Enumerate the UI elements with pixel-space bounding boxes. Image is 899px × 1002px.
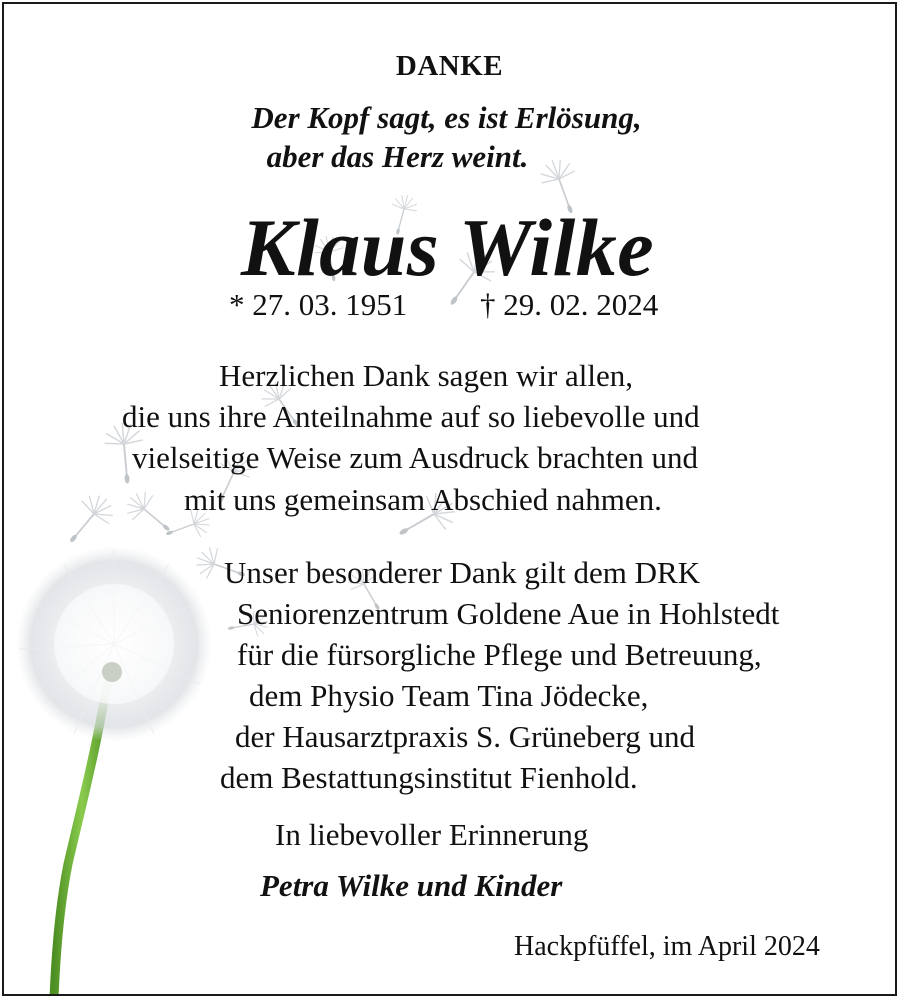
special-thanks-line-2: Seniorenzentrum Goldene Aue in Hohlstedt: [237, 596, 780, 631]
thanks-line-4: mit uns gemeinsam Abschied nahmen.: [184, 482, 662, 517]
death-date: † 29. 02. 2024: [480, 287, 659, 322]
motto-line-2: aber das Herz weint.: [266, 139, 529, 174]
place-and-date: Hackpfüffel, im April 2024: [514, 931, 820, 962]
special-thanks-line-1: Unser besonderer Dank gilt dem DRK: [224, 555, 701, 590]
heading-danke: DANKE: [395, 50, 504, 82]
thanks-line-1: Herzlichen Dank sagen wir allen,: [219, 358, 634, 393]
thanks-line-2: die uns ihre Anteilnahme auf so liebevolle und: [122, 399, 700, 434]
family-signature: Petra Wilke und Kinder: [260, 868, 563, 903]
dandelion-head-icon: [16, 546, 212, 742]
special-thanks-line-5: der Hausarztpraxis S. Grüneberg und: [235, 719, 695, 754]
special-thanks-line-6: dem Bestattungsinstitut Fienhold.: [220, 760, 638, 795]
birth-date: * 27. 03. 1951: [229, 287, 408, 322]
obituary-card: [2, 2, 897, 996]
thanks-line-3: vielseitige Weise zum Ausdruck brachten und: [132, 440, 698, 475]
deceased-name: Klaus Wilke: [240, 202, 655, 293]
special-thanks-line-3: für die fürsorgliche Pflege und Betreuung,: [237, 637, 762, 672]
closing-line: In liebevoller Erinnerung: [275, 817, 589, 852]
special-thanks-line-4: dem Physio Team Tina Jödecke,: [249, 678, 649, 713]
motto-line-1: Der Kopf sagt, es ist Erlösung,: [251, 100, 642, 135]
